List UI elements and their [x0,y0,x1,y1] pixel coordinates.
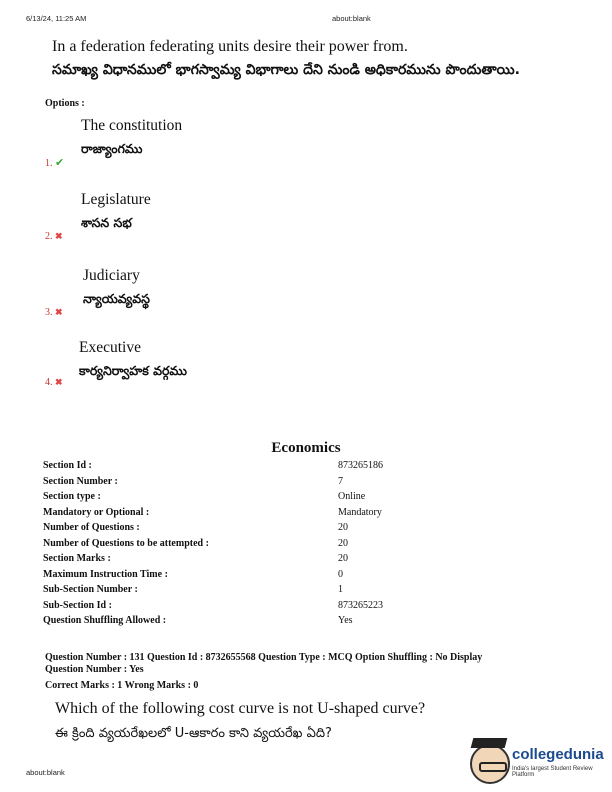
section-info-value: 20 [338,522,348,533]
section-info-key: Mandatory or Optional : [43,506,150,518]
section-info-key: Number of Questions : [43,522,140,533]
cross-icon: ✖ [55,377,63,387]
section-info-key: Section Id : [43,460,92,471]
logo-tagline: India's largest Student Review Platform [512,766,593,778]
section-info-value: 873265223 [338,599,383,611]
check-icon: ✔ [55,157,65,169]
section-info-row [43,460,463,476]
option-text-english: Executive [79,339,141,356]
section-info-value: 20 [338,537,348,549]
section-info-key: Section Number : [43,475,118,487]
section-info-value: 7 [338,475,343,487]
glasses-icon [479,762,507,772]
question-text-telugu: సమాఖ్య విధానములో భాగస్వామ్య విభాగాలు దేని నుండి అధికారమును పొందుతాయి. [52,62,521,78]
print-footer-url: about:blank [26,768,65,777]
section-info-key: Section Marks : [43,553,111,564]
section-info-key: Sub-Section Id : [43,599,112,611]
section-info-row [43,600,463,616]
section-info-key: Sub-Section Number : [43,584,138,595]
option-3 [83,267,150,310]
section-info-value: 20 [338,553,348,564]
option-text-telugu: న్యాయవ్యవస్థ [83,291,150,306]
option-4 [79,339,187,382]
option-text-telugu: కార్యనిర్వాహక వర్గము [79,363,187,378]
option-number: 3. [45,307,53,318]
cross-icon: ✖ [55,231,63,241]
option-2 [81,191,151,234]
section-info-row [43,615,463,631]
question-text-english: In a federation federating units desire their power from. [52,38,408,55]
student-mascot-icon [470,744,510,784]
section-info-row [43,507,463,523]
question-meta-line: Question Number : 131 Question Id : 8732655568 Question Type : MCQ Option Shuffling : No Display [45,652,483,663]
cross-icon: ✖ [55,307,63,317]
section-info-row [43,522,463,538]
option-1-number [45,156,64,169]
option-text-telugu: రాజ్యాంగము [81,141,143,156]
print-datetime: 6/13/24, 11:25 AM [26,14,87,23]
option-text-english: The constitution [81,117,183,134]
option-1 [81,117,182,160]
collegedunia-logo [470,742,610,786]
section-info-value: 0 [338,568,343,580]
section-info-row [43,553,463,569]
graduation-cap-icon [471,738,508,748]
question-2-text-english: Which of the following cost curve is not U-shaped curve? [55,700,426,717]
option-number: 4. [45,377,53,388]
section-info-value: Yes [338,615,353,626]
question-meta-line: Question Number : Yes [45,664,144,675]
section-info-row [43,584,463,600]
section-info-value: 1 [338,584,343,595]
option-3-number [45,307,63,318]
option-text-english: Legislature [81,191,151,208]
section-info-value: 873265186 [338,460,383,471]
section-info-row [43,491,463,507]
section-info-table [43,460,463,631]
section-info-value: Mandatory [338,506,382,518]
section-info-key: Maximum Instruction Time : [43,568,168,580]
option-text-english: Judiciary [83,267,140,284]
section-info-row [43,538,463,554]
section-title: Economics [271,440,341,456]
question-2-text-telugu: ఈ క్రింది వ్యయరేఖలలో U-ఆకారం కాని వ్యయరేఖ ఏది? [55,726,332,741]
section-info-key: Section type : [43,491,101,502]
section-info-row [43,569,463,585]
option-2-number [45,231,63,242]
option-number: 1. [45,158,53,169]
section-info-key: Number of Questions to be attempted : [43,537,209,549]
logo-name: collegedunia [512,746,604,763]
option-text-telugu: శాసన సభ [81,215,132,230]
section-info-value: Online [338,491,366,502]
option-4-number [45,377,63,388]
option-number: 2. [45,231,53,242]
options-label: Options : [45,98,85,109]
question-marks-line: Correct Marks : 1 Wrong Marks : 0 [45,680,199,691]
section-info-key: Question Shuffling Allowed : [43,615,167,626]
section-info-row [43,476,463,492]
print-page-title: about:blank [332,14,371,23]
